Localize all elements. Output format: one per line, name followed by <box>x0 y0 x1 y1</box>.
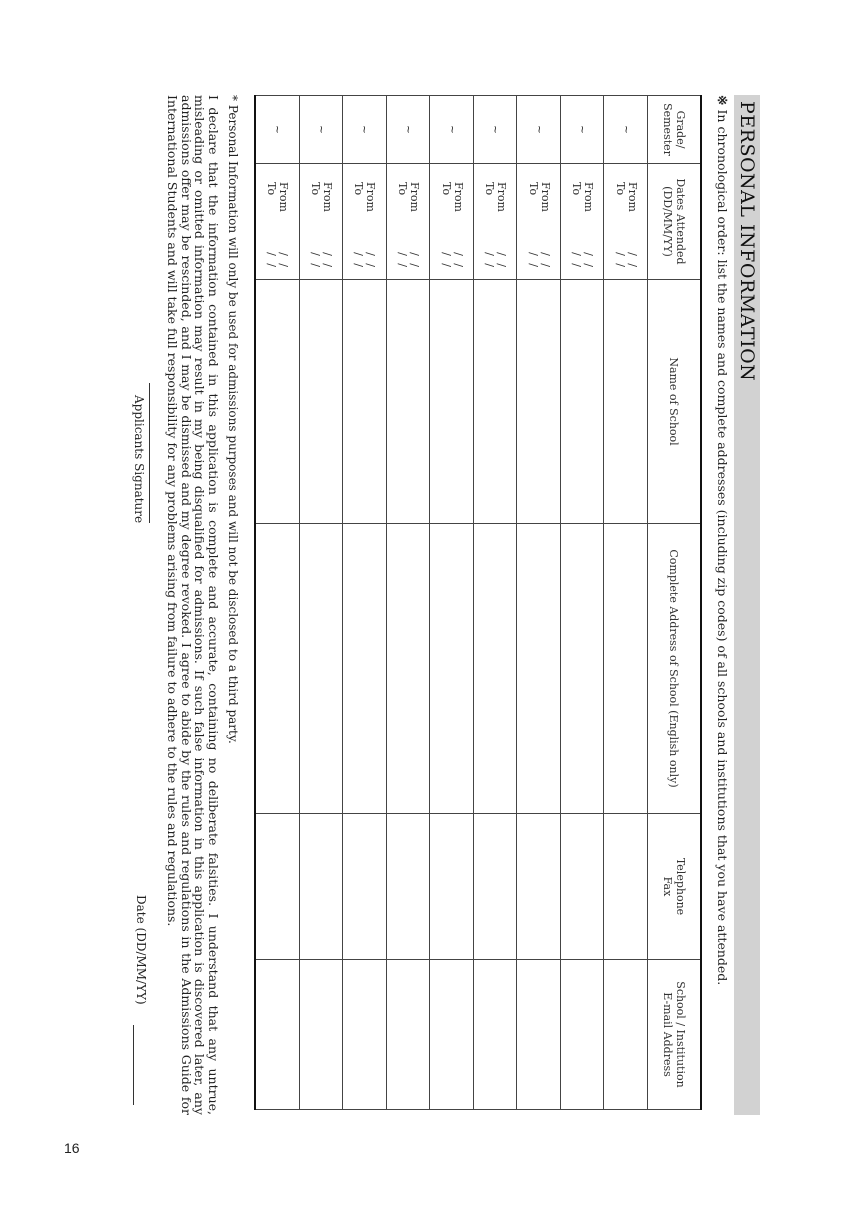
dates-cell[interactable] <box>299 164 343 280</box>
school-name-cell[interactable] <box>604 280 648 524</box>
table-row <box>430 96 474 1110</box>
header-telephone-fax: Telephone Fax <box>648 814 702 960</box>
grade-cell[interactable]: ~ <box>560 96 604 164</box>
privacy-notice: * Personal Information will only be used for admissions purposes and will not be disclosed to a third party. <box>226 95 240 744</box>
grade-cell[interactable]: ~ <box>430 96 474 164</box>
email-cell[interactable] <box>255 960 299 1110</box>
address-cell[interactable] <box>343 524 387 814</box>
dates-cell[interactable] <box>343 164 387 280</box>
telephone-fax-cell[interactable] <box>386 814 430 960</box>
grade-cell[interactable]: ~ <box>517 96 561 164</box>
address-cell[interactable] <box>604 524 648 814</box>
telephone-fax-cell[interactable] <box>517 814 561 960</box>
reference-mark-icon: ※ <box>715 95 730 106</box>
signature-label: Applicants Signature <box>132 395 146 524</box>
dates-cell[interactable] <box>604 164 648 280</box>
section-header-bar <box>734 95 760 1115</box>
instruction-body: In chronological order: list the names and complete addresses (including zip codes) of all schools and institutions that you have attended. <box>715 109 730 986</box>
table-row <box>604 96 648 1110</box>
date-to: To / / <box>352 182 366 269</box>
school-name-cell[interactable] <box>560 280 604 524</box>
email-cell[interactable] <box>604 960 648 1110</box>
header-complete-address: Complete Address of School (English only) <box>648 524 702 814</box>
grade-cell[interactable]: ~ <box>604 96 648 164</box>
date-to: To / / <box>483 182 497 269</box>
grade-cell[interactable]: ~ <box>473 96 517 164</box>
date-from: From / / <box>451 182 465 269</box>
email-cell[interactable] <box>299 960 343 1110</box>
date-to: To / / <box>265 182 279 269</box>
date-from: From / / <box>625 182 639 269</box>
school-name-cell[interactable] <box>473 280 517 524</box>
date-from: From / / <box>408 182 421 269</box>
email-cell[interactable] <box>517 960 561 1110</box>
date-from: From / / <box>277 182 291 269</box>
school-name-cell[interactable] <box>430 280 474 524</box>
school-name-cell[interactable] <box>386 280 430 524</box>
date-label: Date (DD/MM/YY) <box>134 895 148 1005</box>
header-email-address: School / Institution E-mail Address <box>648 960 702 1110</box>
table-row <box>255 96 299 1110</box>
declaration-text: I declare that the information contained in this application is complete and accurate, containing no deliberate falsities. I understand that any untrue, misleading or omitted information may result in my being disqualified for admissions. If such false information in this application is discovered later, any admissions offer may be rescinded, and I may be dismissed and my degree revoked. I agree to abide by the rules and regulations in the Admissions Guide for International Students and will take full responsibility for any problems arising from failure to adhere to the rules and regulations. <box>165 95 221 1115</box>
grade-cell[interactable]: ~ <box>386 96 430 164</box>
date-to: To / / <box>439 182 453 269</box>
schools-attended-table <box>254 95 702 1110</box>
date-line[interactable] <box>133 1025 134 1105</box>
rotated-page-content <box>120 95 760 1115</box>
dates-cell[interactable] <box>386 164 430 280</box>
dates-cell[interactable] <box>560 164 604 280</box>
table-row <box>386 96 430 1110</box>
school-name-cell[interactable] <box>299 280 343 524</box>
date-from: From / / <box>364 182 378 269</box>
telephone-fax-cell[interactable] <box>604 814 648 960</box>
signature-line[interactable] <box>149 383 150 523</box>
grade-cell[interactable]: ~ <box>255 96 299 164</box>
school-name-cell[interactable] <box>255 280 299 524</box>
email-cell[interactable] <box>473 960 517 1110</box>
date-to: To / / <box>396 182 409 269</box>
telephone-fax-cell[interactable] <box>473 814 517 960</box>
date-from: From / / <box>582 182 596 269</box>
grade-cell[interactable]: ~ <box>299 96 343 164</box>
date-from: From / / <box>320 182 334 269</box>
dates-cell[interactable] <box>517 164 561 280</box>
address-cell[interactable] <box>560 524 604 814</box>
header-dates-attended: Dates Attended (DD/MM/YY) <box>648 164 702 280</box>
telephone-fax-cell[interactable] <box>560 814 604 960</box>
email-cell[interactable] <box>560 960 604 1110</box>
table-row <box>473 96 517 1110</box>
telephone-fax-cell[interactable] <box>299 814 343 960</box>
date-to: To / / <box>613 182 627 269</box>
address-cell[interactable] <box>255 524 299 814</box>
dates-cell[interactable] <box>430 164 474 280</box>
table-row <box>343 96 387 1110</box>
address-cell[interactable] <box>299 524 343 814</box>
school-name-cell[interactable] <box>517 280 561 524</box>
dates-cell[interactable] <box>473 164 517 280</box>
date-from: From / / <box>495 182 509 269</box>
email-cell[interactable] <box>386 960 430 1110</box>
date-to: To / / <box>526 182 540 269</box>
table-header-row <box>648 96 702 1110</box>
grade-cell[interactable]: ~ <box>343 96 387 164</box>
address-cell[interactable] <box>517 524 561 814</box>
instruction-text <box>715 95 730 985</box>
address-cell[interactable] <box>386 524 430 814</box>
table-row <box>517 96 561 1110</box>
address-cell[interactable] <box>473 524 517 814</box>
table-row <box>560 96 604 1110</box>
date-to: To / / <box>308 182 322 269</box>
header-name-of-school: Name of School <box>648 280 702 524</box>
dates-cell[interactable] <box>255 164 299 280</box>
section-title: PERSONAL INFORMATION <box>736 101 758 382</box>
date-to: To / / <box>570 182 584 269</box>
page-number: 16 <box>64 1140 80 1156</box>
email-cell[interactable] <box>430 960 474 1110</box>
table-row <box>299 96 343 1110</box>
email-cell[interactable] <box>343 960 387 1110</box>
telephone-fax-cell[interactable] <box>255 814 299 960</box>
header-grade-semester: Grade/ Semester <box>648 96 702 164</box>
telephone-fax-cell[interactable] <box>343 814 387 960</box>
school-name-cell[interactable] <box>343 280 387 524</box>
telephone-fax-cell[interactable] <box>430 814 474 960</box>
date-from: From / / <box>538 182 552 269</box>
address-cell[interactable] <box>430 524 474 814</box>
